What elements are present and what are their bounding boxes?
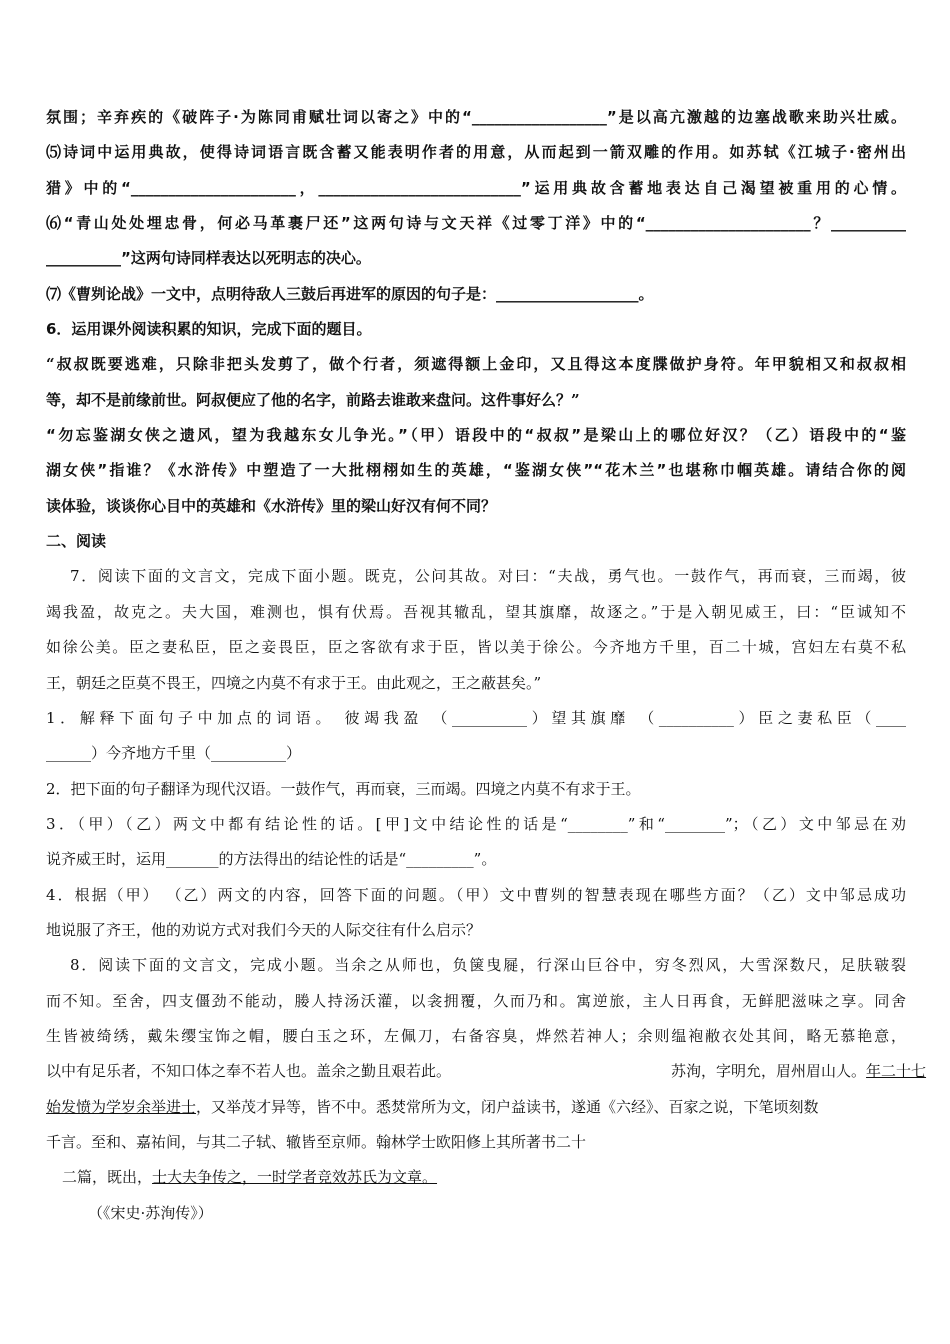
text-line: 氛围；辛弃疾的《破阵子·为陈同甫赋壮词以寄之》中的“__________________”是以高亢激越的边塞战歌来助兴壮威。	[46, 108, 906, 126]
passage-line: 8．阅读下面的文言文，完成小题。当余之从师也，负箧曳屣，行深山巨谷中，穷冬烈风，大雪深数尺，足肤皲裂	[70, 956, 906, 975]
passage-line: 王，朝廷之臣莫不畏王，四境之内莫不有求于王。由此观之，王之蔽甚矣。”	[46, 673, 542, 692]
section-heading: 二、阅读	[46, 532, 107, 551]
subquestion-line: 2．把下面的句子翻译为现代汉语。一鼓作气，再而衰，三而竭。四境之内莫不有求于王。	[46, 779, 641, 798]
underlined-text: 始发愤为学岁余举进士	[46, 1097, 197, 1116]
subquestion-line: 3．（甲）（乙）两文中都有结论性的话。[甲]文中结论性的话是“________”和“________”；（乙）文中邹忌在劝	[46, 814, 906, 833]
passage-text: 以中有足乐者，不知口体之奉不若人也。盖余之勤且艰若此。	[46, 1062, 452, 1081]
subquestion-line: 1．解释下面句子中加点的词语。 彼竭我盈 （__________）望其旗靡 （__________）臣之妻私臣（____	[46, 708, 906, 727]
text-line: ⑸诗词中运用典故，使得诗词语言既含蓄又能表明作者的用意，从而起到一箭双雕的作用。如苏轼《江城子·密州出	[46, 143, 906, 162]
question-line: 读体验，谈谈你心目中的英雄和《水浒传》里的梁山好汉有何不同？	[46, 496, 497, 515]
quote-line: “叔叔既要逃难，只除非把头发剪了，做个行者，须遮得额上金印，又且得这本度牒做护身符。年甲貌相又和叔叔相	[46, 355, 906, 374]
quote-line: 等，却不是前缘前世。阿叔便应了他的名字，前路去谁敢来盘问。这件事好么？”	[46, 390, 580, 409]
passage-text: ，又举茂才异等，皆不中。悉焚常所为文，闭户益读书，遂通《六经》、百家之说，下笔顷刻数	[196, 1097, 819, 1116]
text-line: 猎》中的“______________________，___________________________”运用典故含蓄地表达自己渴望被重用的心情。	[46, 178, 906, 197]
underlined-text: 年二十七	[866, 1062, 927, 1081]
passage-line: 而不知。至舍，四支僵劲不能动，媵人持汤沃灌，以衾拥覆，久而乃和。寓逆旅，主人日再食，无鲜肥滋味之享。同舍	[46, 991, 906, 1010]
passage-line: 生皆被绮绣，戴朱缨宝饰之帽，腰白玉之环，左佩刀，右备容臭，烨然若神人；余则缊袍敝衣处其间，略无慕艳意，	[46, 1026, 906, 1045]
document-page	[46, 100, 927, 1231]
passage-text: 苏洵，字明允，眉州眉山人。	[671, 1062, 867, 1081]
text-line: ⑹“青山处处埋忠骨，何必马革裹尸还”这两句诗与文天祥《过零丁洋》中的“______________________？__________	[46, 214, 906, 233]
question-6-title: 6．运用课外阅读积累的知识，完成下面的题目。	[46, 320, 372, 339]
question-line: “勿忘鉴湖女侠之遗风，望为我越东女儿争光。”（甲）语段中的“叔叔”是梁山上的哪位好汉？（乙）语段中的“鉴	[46, 426, 906, 445]
subquestion-line: 地说服了齐王，他的劝说方式对我们今天的人际交往有什么启示？	[46, 920, 482, 939]
passage-line: 千言。至和、嘉祐间，与其二子轼、辙皆至京师。翰林学士欧阳修上其所著书二十	[46, 1132, 587, 1151]
passage-line	[46, 1090, 906, 1125]
source-citation: （《宋史·苏洵传》）	[88, 1203, 213, 1222]
passage-line: 如徐公美。臣之妻私臣，臣之妾畏臣，臣之客欲有求于臣，皆以美于徐公。今齐地方千里，百二十城，宫妇左右莫不私	[46, 638, 906, 657]
text-line: __________”这两句诗同样表达以死明志的决心。	[46, 249, 371, 268]
subquestion-line: 说齐威王时，运用_______的方法得出的结论性的话是“_________”。	[46, 850, 497, 869]
subquestion-line: ______）今齐地方千里（__________）	[46, 744, 302, 763]
subquestion-line: 4．根据（甲） （乙）两文的内容，回答下面的问题。（甲）文中曹刿的智慧表现在哪些方面？（乙）文中邹忌成功	[46, 885, 906, 904]
passage-text: 二篇，既出，	[62, 1168, 153, 1187]
passage-line	[46, 1160, 906, 1195]
question-line: 湖女侠”指谁？《水浒传》中塑造了一大批栩栩如生的英雄，“鉴湖女侠”“花木兰”也堪称巾帼英雄。请结合你的阅	[46, 461, 906, 480]
text-line: ⑺《曹刿论战》一文中，点明待敌人三鼓后再进军的原因的句子是：___________________。	[46, 284, 654, 303]
passage-line	[46, 1054, 927, 1089]
passage-line: 竭我盈，故克之。夫大国，难测也，惧有伏焉。吾视其辙乱，望其旗靡，故逐之。”于是入朝见威王，曰：“臣诚知不	[46, 602, 906, 621]
passage-line: 7．阅读下面的文言文，完成下面小题。既克，公问其故。对曰：“夫战，勇气也。一鼓作气，再而衰，三而竭，彼	[70, 567, 906, 586]
underlined-text: 士大夫争传之，一时学者竞效苏氏为文章。	[152, 1168, 438, 1187]
